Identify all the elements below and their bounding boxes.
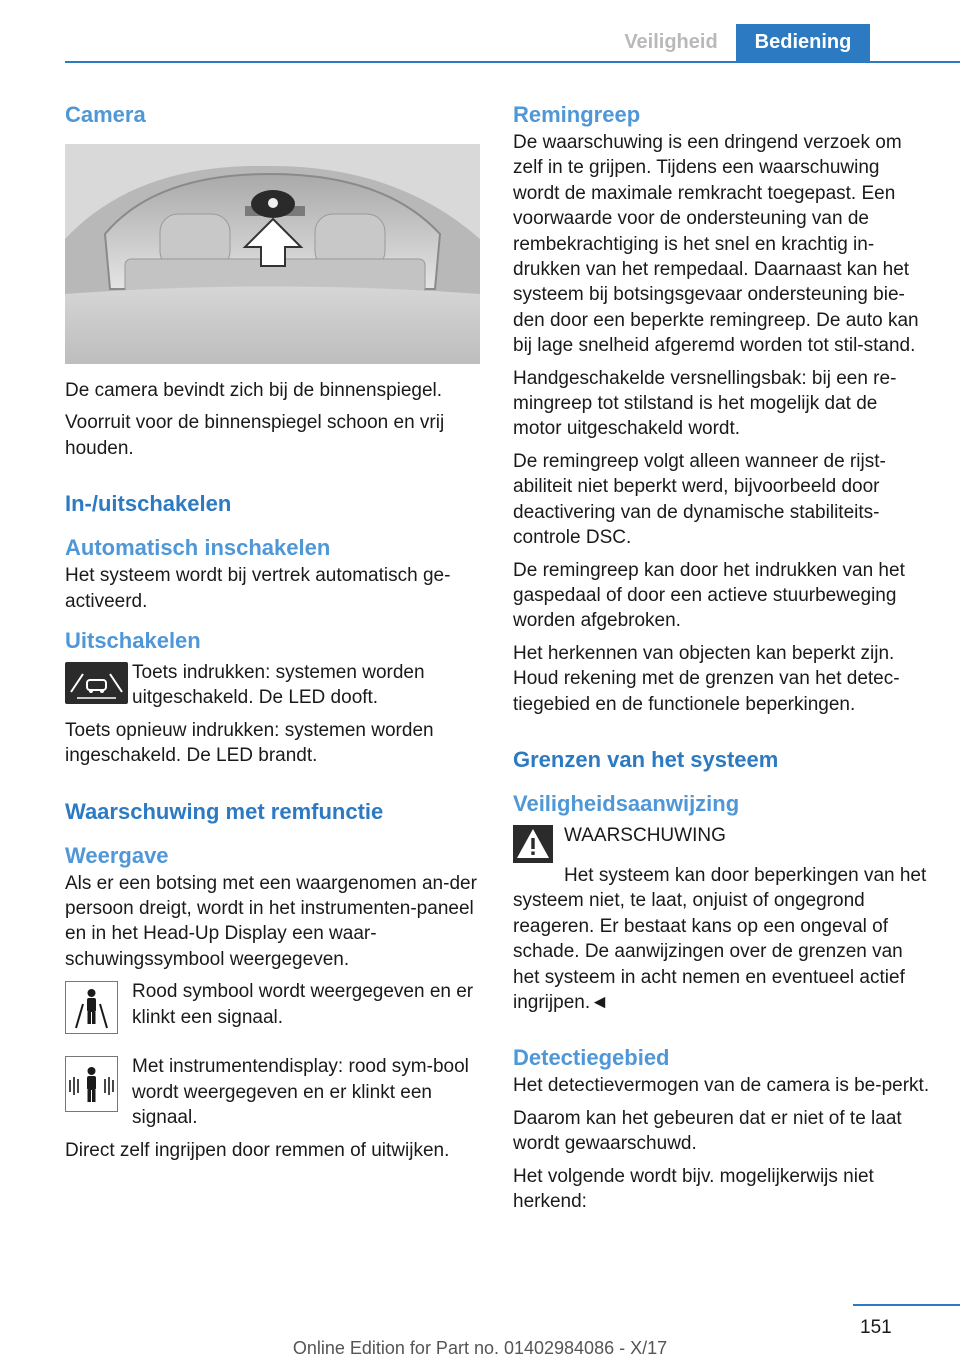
symbol-2-text: Met instrumentendisplay: rood sym-bool wordt weergegeven en er klinkt een signaal. xyxy=(132,1056,469,1129)
footer-divider xyxy=(853,1304,960,1306)
camera-paragraph-2: Voorruit voor de binnenspiegel schoon en vrij houden. xyxy=(65,412,445,459)
header-divider xyxy=(65,61,960,63)
remingreep-paragraph-5: Het herkennen van objecten kan beperkt zijn. Houd rekening met de grenzen van het detec-tiegebied en de functionele beperkingen. xyxy=(513,642,900,715)
heading-camera: Camera xyxy=(65,102,146,127)
heading-remingreep: Remingreep xyxy=(513,102,641,127)
symbol-row-1 xyxy=(65,979,480,1047)
heading-detectiegebied: Detectiegebied xyxy=(513,1045,670,1071)
heading-automatisch-inschakelen: Automatisch inschakelen xyxy=(65,535,331,561)
warning-text: Het systeem kan door beperkingen van het systeem niet, te laat, onjuist of ongegrond reageren. Er bestaat kans op een ongeval of schade. De aanwijzingen over de grenzen van het systeem in acht nemen en eventueel actief ingrijpen.◄ xyxy=(513,864,927,1013)
heading-weergave: Weergave xyxy=(65,842,169,868)
left-column xyxy=(65,100,480,1170)
remingreep-paragraph-4: De remingreep kan door het indrukken van het gaspedaal of door een actieve stuurbeweging worden afgebroken. xyxy=(513,559,905,632)
heading-grenzen-van-het-systeem: Grenzen van het systeem xyxy=(513,746,779,772)
detectie-paragraph-1: Het detectievermogen van de camera is be-perkt. xyxy=(513,1075,930,1097)
remingreep-paragraph-3: De remingreep volgt alleen wanneer de rijst-abiliteit niet beperkt werd, bijvoorbeeld door deactivering van de dynamische stabiliteits-controle DSC. xyxy=(513,450,886,549)
final-paragraph: Direct zelf ingrijpen door remmen of uitwijken. xyxy=(65,1139,450,1161)
weergave-paragraph: Als er een botsing met een waargenomen an-der persoon dreigt, wordt in het instrumenten-paneel en in het Head-Up Display een waar-schuwingssymbool weergegeven. xyxy=(65,872,477,970)
detectie-paragraph-2: Daarom kan het gebeuren dat er niet of te laat wordt gewaarschuwd. xyxy=(513,1107,902,1155)
uitschakelen-paragraph-2: Toets opnieuw indrukken: systemen worden ingeschakeld. De LED brandt. xyxy=(65,719,434,767)
warning-label: WAARSCHUWING xyxy=(564,824,726,846)
tab-veiligheid[interactable]: Veiligheid xyxy=(624,31,718,53)
footer-edition: Online Edition for Part no. 01402984086 - X/17 xyxy=(292,1338,668,1358)
remingreep-paragraph-2: Handgeschakelde versnellingsbak: bij een re-mingreep tot stilstand is het mogelijk dat de motor uitgeschakeld wordt. xyxy=(513,367,897,440)
camera-location-photo xyxy=(65,144,480,364)
tab-bediening[interactable]: Bediening xyxy=(736,24,870,61)
uitschakelen-key-row xyxy=(65,660,480,711)
symbol-row-2 xyxy=(65,1054,480,1130)
pedestrian-signal-icon xyxy=(65,1056,118,1112)
warning-block xyxy=(513,823,930,863)
remingreep-paragraph-1: De waarschuwing is een dringend verzoek om zelf in te grijpen. Tijdens een waarschuwing wordt de maximale remkracht toegepast. Een voorwaarde voor de ondersteuning van de rembekrachtiging is het snel en krachtig in-drukken van het rempedaal. Daarnaast kan het systeem bij botsingsgevaar ondersteuning bie-den door een beperkte remingreep. De auto kan bij lage snelheid afgeremd worden tot stil-stand. xyxy=(513,132,919,357)
camera-paragraph-1: De camera bevindt zich bij de binnenspiegel. xyxy=(65,380,443,401)
warning-triangle-icon xyxy=(513,825,553,863)
right-column xyxy=(513,100,930,1221)
heading-waarschuwing-met-remfunctie: Waarschuwing met remfunctie xyxy=(65,798,384,824)
heading-veiligheidsaanwijzing: Veiligheidsaanwijzing xyxy=(513,790,740,816)
heading-in-uitschakelen: In-/uitschakelen xyxy=(65,491,232,517)
page-number: 151 xyxy=(860,1317,892,1338)
heading-uitschakelen: Uitschakelen xyxy=(65,628,201,654)
collision-warning-key-icon xyxy=(65,662,128,704)
automatisch-paragraph: Het systeem wordt bij vertrek automatisch ge-activeerd. xyxy=(65,565,451,612)
pedestrian-warning-icon xyxy=(65,981,118,1034)
uitschakelen-key-text: Toets indrukken: systemen worden uitgeschakeld. De LED dooft. xyxy=(132,662,425,709)
symbol-1-text: Rood symbool wordt weergegeven en er klinkt een signaal. xyxy=(132,981,474,1028)
detectie-paragraph-3: Het volgende wordt bijv. mogelijkerwijs niet herkend: xyxy=(513,1165,874,1212)
